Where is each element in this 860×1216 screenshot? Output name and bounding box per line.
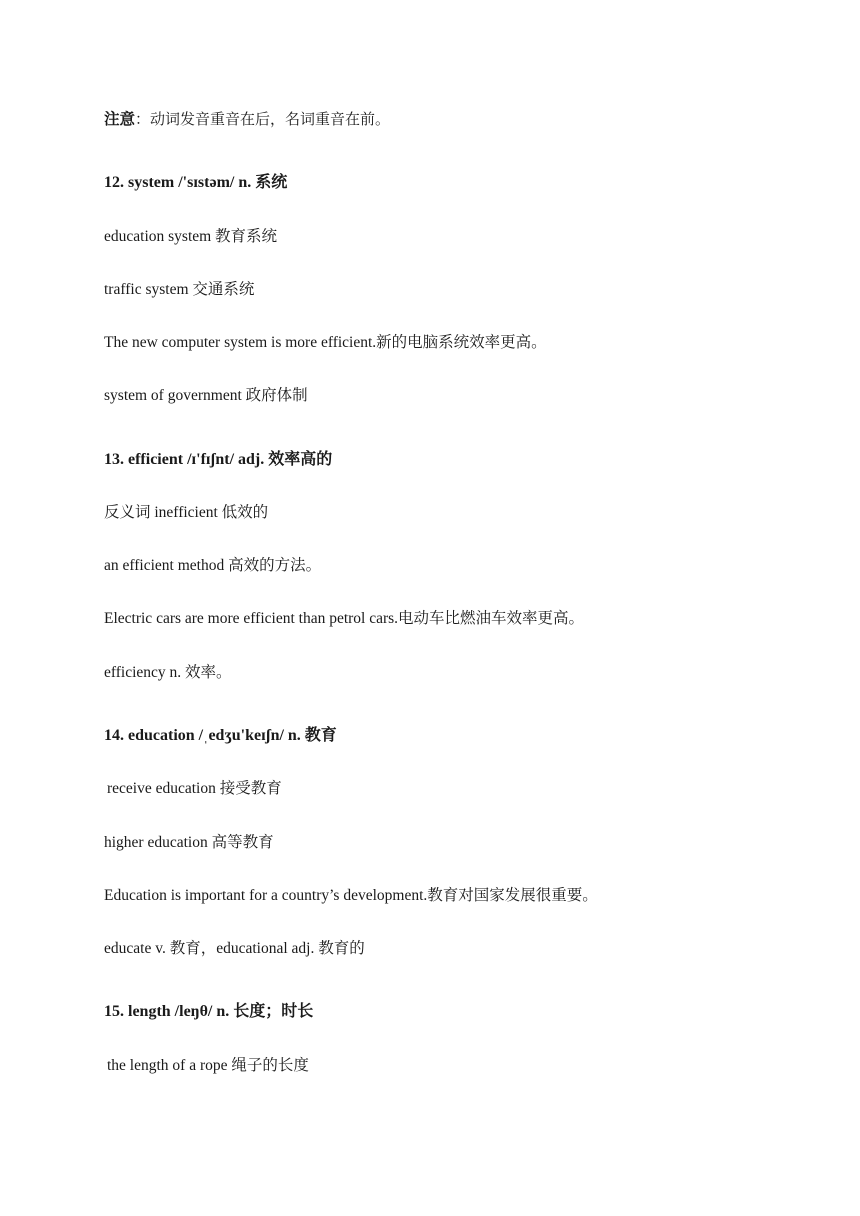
entry-heading-education: 14. education /ˌedʒu'keɪʃn/ n. 教育 xyxy=(104,727,337,744)
example-line: the length of a rope 绳子的长度 xyxy=(107,1057,309,1074)
derivative-line: educate v. 教育，educational adj. 教育的 xyxy=(104,940,365,957)
example-line: traffic system 交通系统 xyxy=(104,281,255,298)
antonym-line: 反义词 inefficient 低效的 xyxy=(104,504,269,521)
example-line: receive education 接受教育 xyxy=(107,780,282,797)
note-text: ：动词发音重音在后，名词重音在前。 xyxy=(135,110,391,128)
note-line xyxy=(104,109,390,130)
example-line: system of government 政府体制 xyxy=(104,387,308,404)
example-line: education system 教育系统 xyxy=(104,228,278,245)
entry-heading-efficient: 13. efficient /ɪ'fɪʃnt/ adj. 效率高的 xyxy=(104,451,333,468)
example-sentence: The new computer system is more efficient.新的电脑系统效率更高。 xyxy=(104,334,547,351)
note-label: 注意 xyxy=(104,110,136,128)
example-line: an efficient method 高效的方法。 xyxy=(104,557,322,574)
derivative-line: efficiency n. 效率。 xyxy=(104,664,232,681)
entry-heading-length: 15. length /leŋθ/ n. 长度；时长 xyxy=(104,1003,314,1020)
example-sentence: Electric cars are more efficient than petrol cars.电动车比燃油车效率更高。 xyxy=(104,610,585,627)
entry-heading-system: 12. system /'sɪstəm/ n. 系统 xyxy=(104,174,288,191)
example-sentence: Education is important for a country’s development.教育对国家发展很重要。 xyxy=(104,887,598,904)
example-line: higher education 高等教育 xyxy=(104,834,274,851)
